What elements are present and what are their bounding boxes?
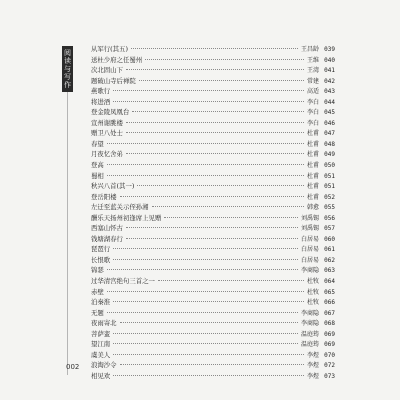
entry-title: 将进酒 — [91, 97, 111, 106]
dot-leader — [107, 164, 304, 165]
dot-leader — [152, 206, 304, 207]
side-divider — [67, 92, 68, 375]
entry-author: 杜甫 — [306, 172, 319, 180]
toc-entry — [91, 223, 335, 234]
entry-author: 杜甫 — [306, 162, 319, 170]
dot-leader — [120, 364, 304, 365]
entry-author: 杜牧 — [306, 278, 319, 286]
dot-leader — [113, 248, 298, 249]
entry-author: 李商隐 — [300, 267, 319, 275]
entry-title: 无题 — [91, 308, 104, 317]
entry-author: 李白 — [306, 119, 319, 127]
entry-author: 白居易 — [300, 235, 319, 243]
entry-title: 春望 — [91, 139, 104, 148]
entry-author: 白居易 — [300, 246, 319, 254]
entry-title: 送杜少府之任蜀州 — [91, 55, 143, 64]
entry-page-number: 045 — [324, 109, 335, 117]
entry-author: 刘禹锡 — [300, 225, 319, 233]
entry-author: 温庭筠 — [300, 341, 319, 349]
entry-page-number: 055 — [324, 204, 335, 212]
entry-page-number: 068 — [324, 320, 335, 328]
entry-author: 杜牧 — [306, 288, 319, 296]
entry-author: 杜甫 — [306, 151, 319, 159]
entry-author: 高适 — [306, 88, 319, 96]
dot-leader — [107, 291, 304, 292]
toc-entry — [91, 118, 335, 129]
toc-entry — [91, 97, 335, 108]
toc-entry — [91, 55, 335, 66]
dot-leader — [131, 48, 298, 49]
dot-leader — [137, 185, 304, 186]
entry-author: 王湾 — [306, 67, 319, 75]
toc-entry — [91, 350, 335, 361]
dot-leader — [113, 301, 304, 302]
entry-page-number: 047 — [324, 130, 335, 138]
toc-entry — [91, 360, 335, 371]
entry-title: 左迁至蓝关示侄孙湘 — [91, 203, 149, 212]
entry-author: 杜甫 — [306, 130, 319, 138]
entry-page-number: 063 — [324, 267, 335, 275]
dot-leader — [113, 90, 304, 91]
entry-author: 韩愈 — [306, 204, 319, 212]
entry-title: 蜀相 — [91, 171, 104, 180]
dot-leader — [113, 375, 304, 376]
toc-entry — [91, 171, 335, 182]
toc-entry — [91, 65, 335, 76]
entry-page-number: 072 — [324, 362, 335, 370]
dot-leader — [158, 280, 304, 281]
toc-entry — [91, 86, 335, 97]
entry-title: 宣州谢朓楼 — [91, 118, 123, 127]
entry-title: 虞美人 — [91, 350, 111, 359]
dot-leader — [126, 132, 304, 133]
entry-page-number: 050 — [324, 162, 335, 170]
dot-leader — [126, 122, 304, 123]
toc-entry — [91, 149, 335, 160]
entry-page-number: 067 — [324, 309, 335, 317]
entry-title: 西塞山怀古 — [91, 224, 123, 233]
table-of-contents — [91, 44, 335, 382]
dot-leader — [107, 312, 298, 313]
toc-entry — [91, 244, 335, 255]
dot-leader — [126, 153, 304, 154]
entry-page-number: 062 — [324, 256, 335, 264]
entry-author: 杜牧 — [306, 299, 319, 307]
dot-leader — [139, 80, 304, 81]
entry-page-number: 049 — [324, 151, 335, 159]
entry-page-number: 073 — [324, 372, 335, 380]
entry-title: 长恨歌 — [91, 255, 111, 264]
toc-entry — [91, 76, 335, 87]
dot-leader — [120, 196, 304, 197]
toc-entry — [91, 107, 335, 118]
entry-title: 登岳阳楼 — [91, 192, 117, 201]
entry-author: 李白 — [306, 98, 319, 106]
entry-page-number: 040 — [324, 56, 335, 64]
entry-page-number: 046 — [324, 119, 335, 127]
toc-entry — [91, 181, 335, 192]
toc-entry — [91, 329, 335, 340]
toc-entry — [91, 339, 335, 350]
entry-author: 王维 — [306, 56, 319, 64]
entry-author: 李商隐 — [300, 309, 319, 317]
entry-page-number: 066 — [324, 299, 335, 307]
entry-page-number: 051 — [324, 172, 335, 180]
entry-author: 杜甫 — [306, 193, 319, 201]
entry-page-number: 042 — [324, 77, 335, 85]
entry-title: 题破山寺后禅院 — [91, 76, 136, 85]
entry-title: 月夜忆舍弟 — [91, 150, 123, 159]
entry-author: 李商隐 — [300, 320, 319, 328]
entry-page-number: 044 — [324, 98, 335, 106]
dot-leader — [113, 333, 298, 334]
toc-entry — [91, 287, 335, 298]
entry-page-number: 069 — [324, 330, 335, 338]
toc-entry — [91, 213, 335, 224]
entry-author: 李煜 — [306, 372, 319, 380]
entry-page-number: 061 — [324, 246, 335, 254]
entry-page-number: 070 — [324, 351, 335, 359]
entry-title: 泊秦淮 — [91, 298, 111, 307]
dot-leader — [113, 354, 304, 355]
section-tab: 阅读与写作 — [62, 46, 73, 92]
dot-leader — [113, 101, 304, 102]
entry-page-number: 039 — [324, 46, 335, 53]
toc-entry — [91, 192, 335, 203]
entry-author: 杜甫 — [306, 140, 319, 148]
entry-title: 赤壁 — [91, 287, 104, 296]
toc-entry — [91, 44, 335, 55]
dot-leader — [107, 175, 304, 176]
dot-leader — [113, 259, 298, 260]
dot-leader — [107, 143, 304, 144]
entry-author: 温庭筠 — [300, 330, 319, 338]
entry-title: 浪淘沙令 — [91, 361, 117, 370]
entry-page-number: 069 — [324, 341, 335, 349]
entry-title: 登金陵凤凰台 — [91, 108, 130, 117]
dot-leader — [126, 238, 298, 239]
dot-leader — [164, 217, 298, 218]
entry-page-number: 064 — [324, 278, 335, 286]
page-number: 002 — [66, 363, 80, 371]
entry-title: 登高 — [91, 161, 104, 170]
entry-author: 常建 — [306, 77, 319, 85]
toc-entry — [91, 265, 335, 276]
entry-title: 酬乐天扬州初逢席上见赠 — [91, 213, 162, 222]
toc-entry — [91, 202, 335, 213]
entry-title: 夜雨寄北 — [91, 319, 117, 328]
dot-leader — [126, 69, 304, 70]
entry-page-number: 057 — [324, 225, 335, 233]
dot-leader — [113, 343, 298, 344]
entry-author: 刘禹锡 — [300, 214, 319, 222]
entry-author: 李煜 — [306, 362, 319, 370]
entry-page-number: 048 — [324, 140, 335, 148]
entry-author: 李煜 — [306, 351, 319, 359]
entry-author: 李白 — [306, 109, 319, 117]
entry-page-number: 060 — [324, 235, 335, 243]
entry-page-number: 043 — [324, 88, 335, 96]
toc-entry — [91, 308, 335, 319]
entry-title: 钱塘湖春行 — [91, 234, 123, 243]
toc-entry — [91, 255, 335, 266]
dot-leader — [107, 269, 298, 270]
toc-entry — [91, 234, 335, 245]
toc-entry — [91, 160, 335, 171]
dot-leader — [120, 322, 298, 323]
entry-title: 望江南 — [91, 340, 111, 349]
toc-entry — [91, 139, 335, 150]
entry-title: 过华清宫绝句三首之一 — [91, 277, 155, 286]
toc-entry — [91, 297, 335, 308]
dot-leader — [126, 227, 298, 228]
toc-entry — [91, 276, 335, 287]
dot-leader — [132, 111, 304, 112]
entry-title: 燕歌行 — [91, 87, 111, 96]
entry-title: 次北固山下 — [91, 66, 123, 75]
entry-title: 锦瑟 — [91, 266, 104, 275]
entry-title: 琵琶行 — [91, 245, 111, 254]
entry-page-number: 052 — [324, 193, 335, 201]
entry-author: 杜甫 — [306, 183, 319, 191]
entry-author: 白居易 — [300, 256, 319, 264]
dot-leader — [145, 59, 304, 60]
entry-page-number: 041 — [324, 67, 335, 75]
entry-page-number: 051 — [324, 183, 335, 191]
entry-title: 秋兴八首(其一) — [91, 182, 135, 191]
entry-title: 菩萨蛮 — [91, 329, 111, 338]
entry-page-number: 056 — [324, 214, 335, 222]
toc-entry — [91, 318, 335, 329]
toc-entry — [91, 128, 335, 139]
entry-page-number: 065 — [324, 288, 335, 296]
entry-title: 从军行(其五) — [91, 45, 128, 53]
entry-author: 王昌龄 — [300, 46, 319, 53]
toc-entry — [91, 371, 335, 382]
entry-title: 相见欢 — [91, 371, 111, 380]
entry-title: 赠卫八处士 — [91, 129, 123, 138]
